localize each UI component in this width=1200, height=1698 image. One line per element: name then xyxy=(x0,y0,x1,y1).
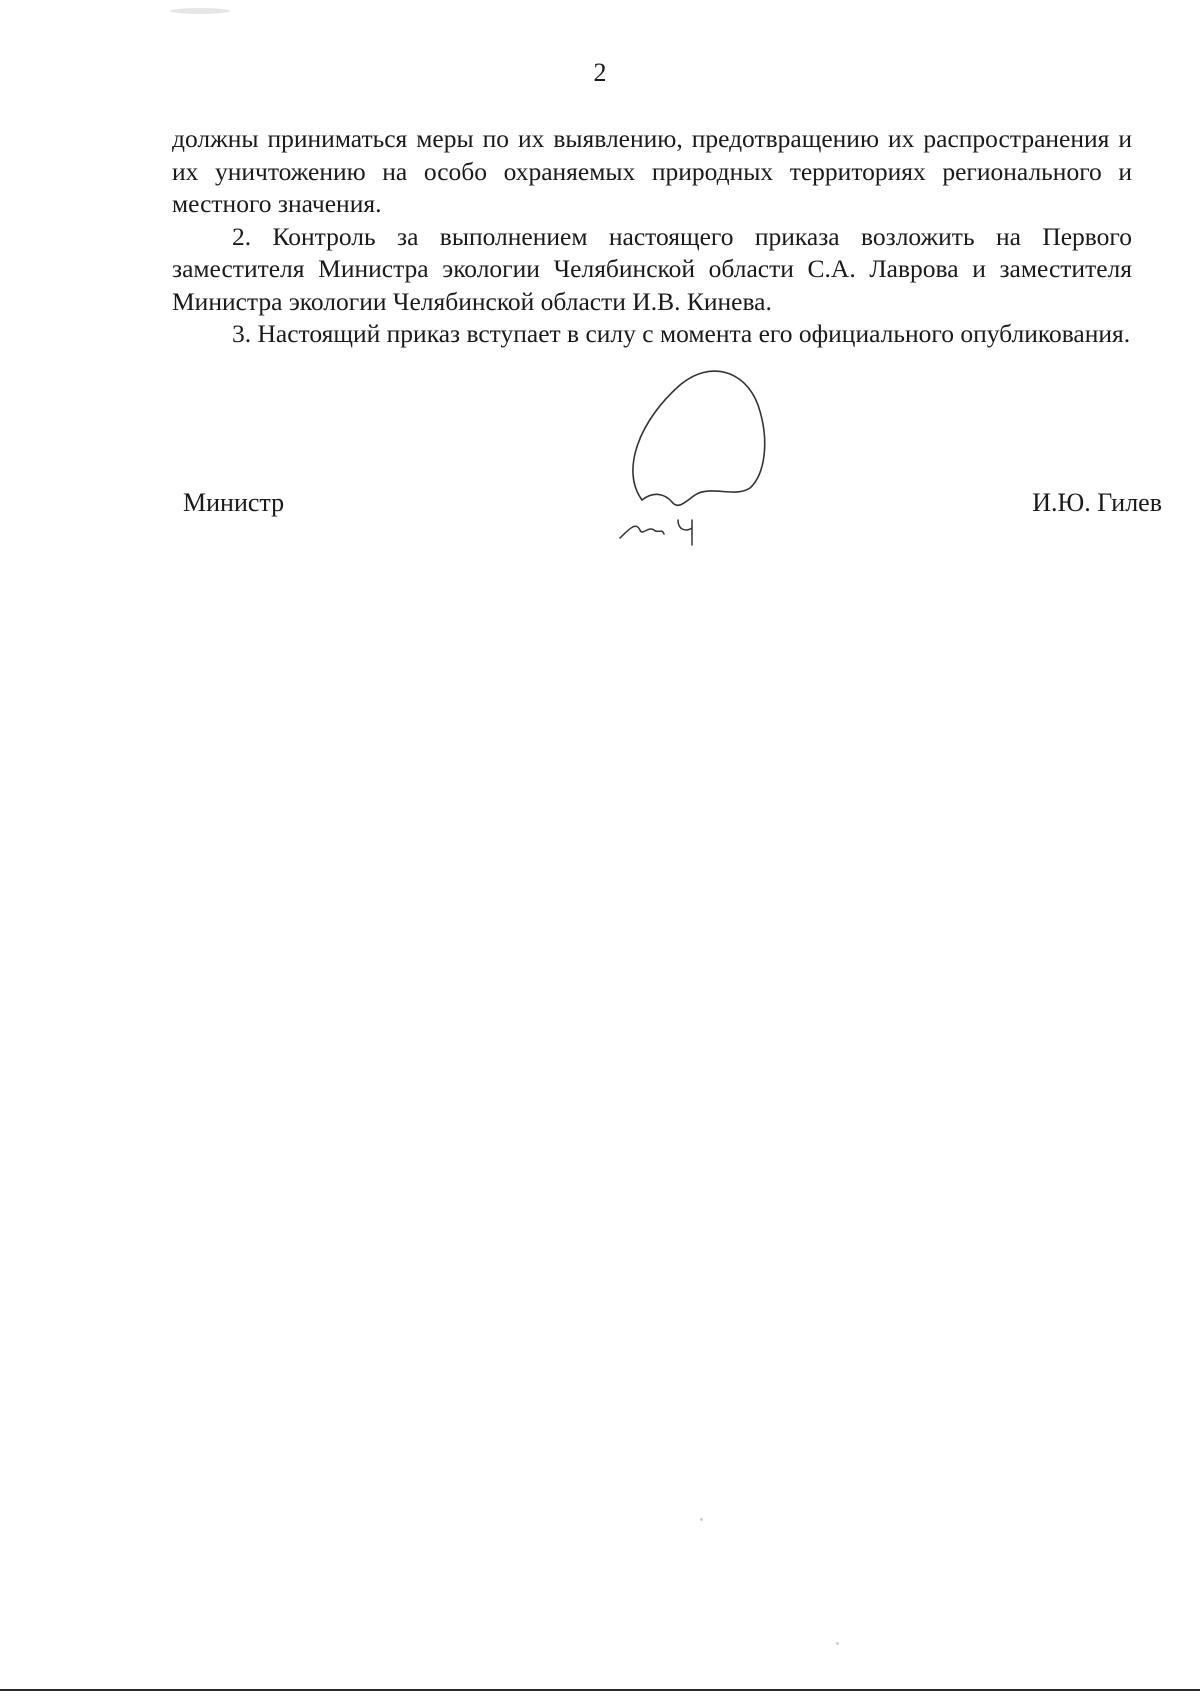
signature-icon xyxy=(600,360,800,560)
scan-artifact xyxy=(836,1642,839,1645)
paragraph-effective: 3. Настоящий приказ вступает в силу с момента его официального опубликования. xyxy=(232,319,1131,348)
page-bottom-edge xyxy=(0,1689,1200,1691)
scan-artifact xyxy=(700,1518,703,1521)
signer-name: И.Ю. Гилев xyxy=(1032,488,1162,517)
page-number: 2 xyxy=(593,58,607,87)
scan-artifact xyxy=(170,8,230,14)
document-body xyxy=(172,123,1132,351)
paragraph-control: 2. Контроль за выполнением настоящего приказа возложить на Первого заместителя Министра экологии Челябинской области С.А. Лаврова и заместителя Министра экологии Челябинской области И.В. Кинева. xyxy=(172,221,1132,316)
paragraph-continuation: должны приниматься меры по их выявлению, предотвращению их распространения и их уничтожению на особо охраняемых природных территориях регионального и местного значения. xyxy=(172,124,1132,218)
signer-title: Министр xyxy=(183,488,285,517)
signature-block xyxy=(0,488,1200,528)
